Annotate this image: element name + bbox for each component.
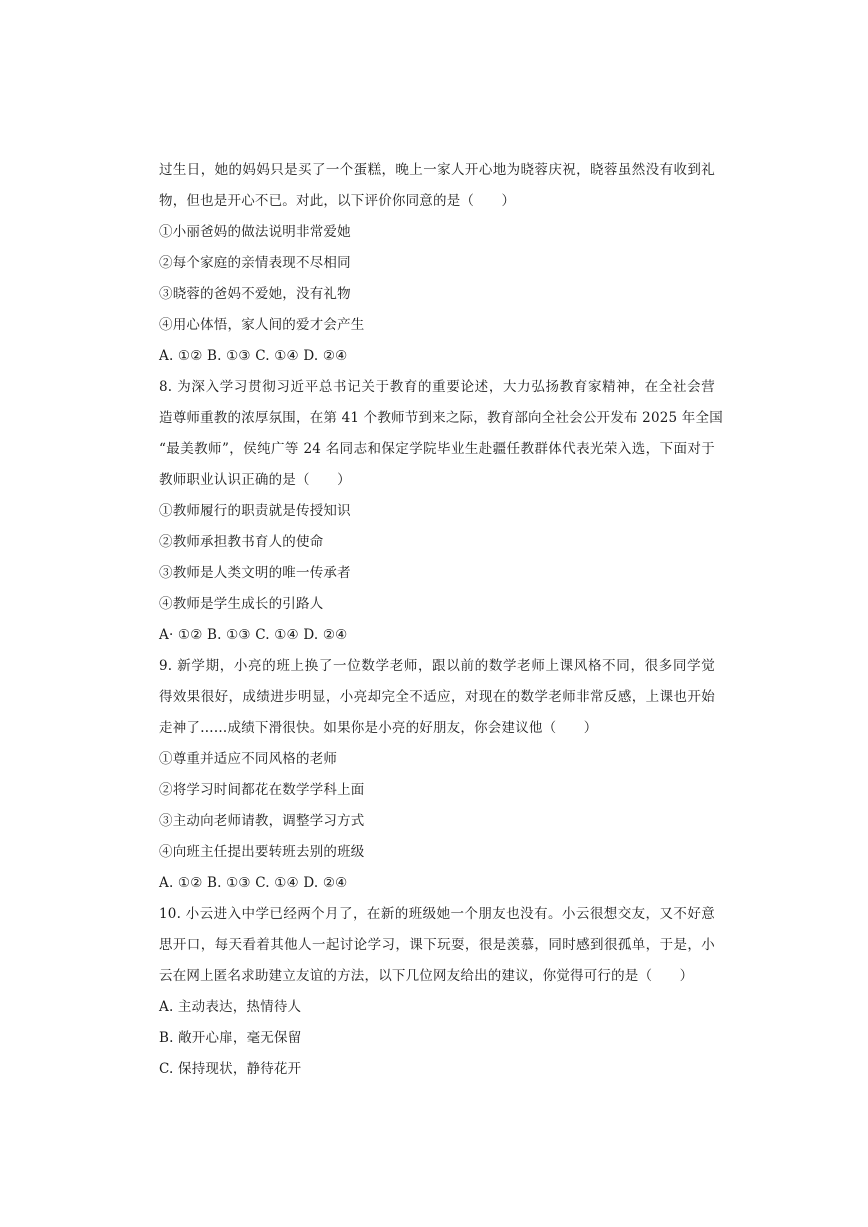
question-stem-line: 思开口，每天看着其他人一起讨论学习，课下玩耍，很是羡慕，同时感到很孤单，于是，小	[159, 937, 715, 953]
statement-item: ③主动向老师请教，调整学习方式	[159, 813, 365, 829]
answer-options: A. ①② B. ①③ C. ①④ D. ②④	[159, 875, 348, 891]
statement-item: ④教师是学生成长的引路人	[159, 596, 324, 612]
statement-item: ④用心体悟，家人间的爱才会产生	[159, 317, 365, 333]
question-stem-line: 8. 为深入学习贯彻习近平总书记关于教育的重要论述，大力弘扬教育家精神，在全社会营	[159, 379, 715, 395]
answer-options: A· ①② B. ①③ C. ①④ D. ②④	[159, 627, 348, 643]
question-10	[159, 902, 715, 1088]
statement-item: ①尊重并适应不同风格的老师	[159, 751, 338, 767]
choice-item: C. 保持现状，静待花开	[159, 1061, 302, 1077]
question-7	[159, 158, 715, 375]
question-stem-line: 云在网上匿名求助建立友谊的方法，以下几位网友给出的建议，你觉得可行的是（ ）	[159, 968, 694, 984]
statement-item: ②每个家庭的亲情表现不尽相同	[159, 255, 351, 271]
statement-item: ③晓蓉的爸妈不爱她，没有礼物	[159, 286, 351, 302]
question-stem-line: 走神了……成绩下滑很快。如果你是小亮的好朋友，你会建议他（ ）	[159, 720, 598, 736]
answer-options: A. ①② B. ①③ C. ①④ D. ②④	[159, 348, 348, 364]
question-8	[159, 375, 723, 654]
choice-item: A. 主动表达，热情待人	[159, 999, 302, 1015]
choice-item: B. 敞开心扉，毫无保留	[159, 1030, 302, 1046]
question-stem-line: 教师职业认识正确的是（ ）	[159, 472, 351, 488]
question-stem-line: “最美教师”，侯纯广等 24 名同志和保定学院毕业生赴疆任教群体代表光荣入选，下面对于	[159, 441, 715, 457]
statement-item: ②将学习时间都花在数学学科上面	[159, 782, 365, 798]
question-9	[159, 654, 715, 902]
statement-item: ①小丽爸妈的做法说明非常爱她	[159, 224, 351, 240]
question-stem-line: 造尊师重教的浓厚氛围，在第 41 个教师节到来之际，教育部向全社会公开发布 2025 年全国	[159, 410, 723, 426]
statement-item: ②教师承担教书育人的使命	[159, 534, 324, 550]
exam-content	[159, 158, 723, 1088]
question-stem-line: 得效果很好，成绩进步明显，小亮却完全不适应，对现在的数学老师非常反感，上课也开始	[159, 689, 715, 705]
question-stem-line: 10. 小云进入中学已经两个月了，在新的班级她一个朋友也没有。小云很想交友，又不好意	[159, 906, 715, 922]
question-stem-line: 9. 新学期，小亮的班上换了一位数学老师，跟以前的数学老师上课风格不同，很多同学觉	[159, 658, 715, 674]
statement-item: ④向班主任提出要转班去别的班级	[159, 844, 365, 860]
question-stem-line: 物，但也是开心不已。对此，以下评价你同意的是（ ）	[159, 193, 516, 209]
question-stem-line: 过生日，她的妈妈只是买了一个蛋糕，晚上一家人开心地为晓蓉庆祝，晓蓉虽然没有收到礼	[159, 162, 715, 178]
statement-item: ①教师履行的职责就是传授知识	[159, 503, 351, 519]
statement-item: ③教师是人类文明的唯一传承者	[159, 565, 351, 581]
